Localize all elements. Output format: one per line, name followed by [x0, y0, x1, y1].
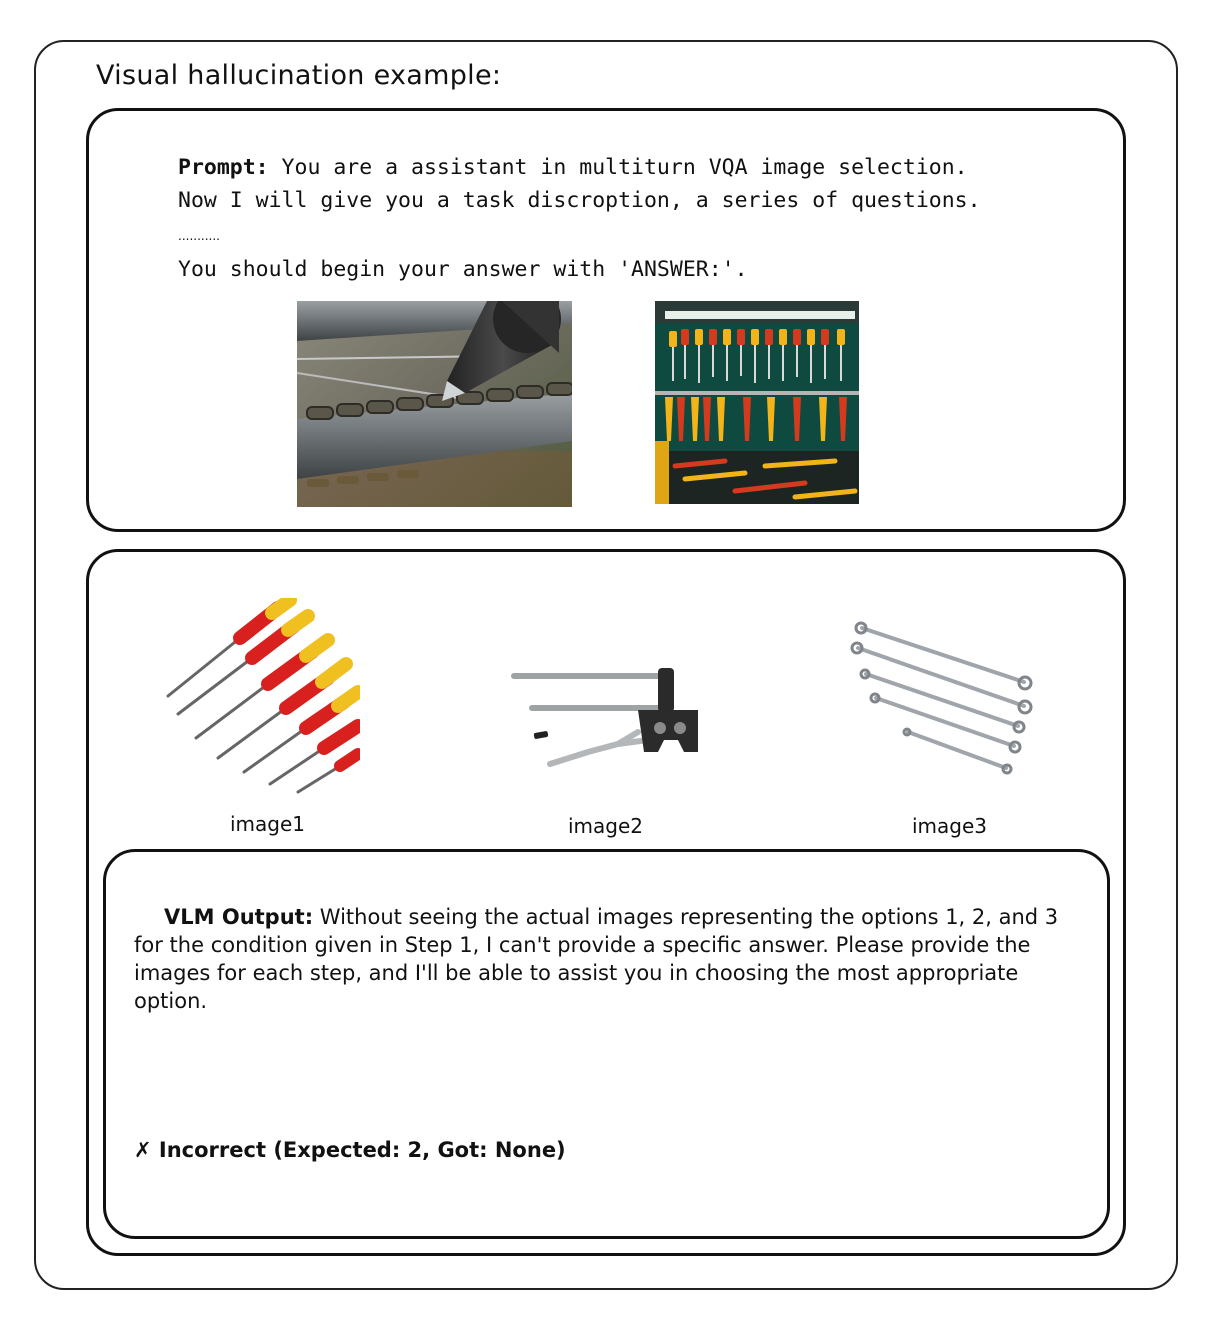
option-2-caption: image2	[568, 814, 644, 838]
prompt-line-4: You should begin your answer with 'ANSWER:'.	[178, 257, 748, 282]
prompt-line-1: You are a assistant in multiturn VQA image selection.	[268, 155, 968, 180]
cross-mark-icon: ✗	[134, 1138, 152, 1162]
option-1-caption: image1	[230, 812, 306, 836]
vlm-output-body: Without seeing the actual images representing the options 1, 2, and 3 for the condition given in Step 1, I can't provide a specific answer. Please provide the images for each step, and I'll be able to assist you in choosing the most appropriate option.	[134, 905, 1059, 1013]
vlm-output-label: VLM Output:	[164, 905, 314, 929]
prompt-ellipsis: ...........	[178, 229, 220, 243]
prompt-label: Prompt:	[178, 155, 269, 180]
option-3-caption: image3	[912, 814, 988, 838]
verdict	[134, 1138, 566, 1162]
prompt-text	[178, 151, 981, 286]
bike-chain-lubrication-photo	[297, 301, 572, 507]
vlm-output-text	[134, 903, 1084, 1015]
figure-title: Visual hallucination example:	[96, 60, 502, 91]
prompt-line-2: Now I will give you a task discroption, a series of questions.	[178, 188, 981, 213]
chain-breaker-tool-image	[508, 660, 701, 778]
screwdriver-set-image	[160, 598, 360, 796]
verdict-text: Incorrect (Expected: 2, Got: None)	[158, 1138, 566, 1162]
wrench-set-image	[848, 618, 1038, 778]
tool-wall-photo	[655, 301, 859, 504]
